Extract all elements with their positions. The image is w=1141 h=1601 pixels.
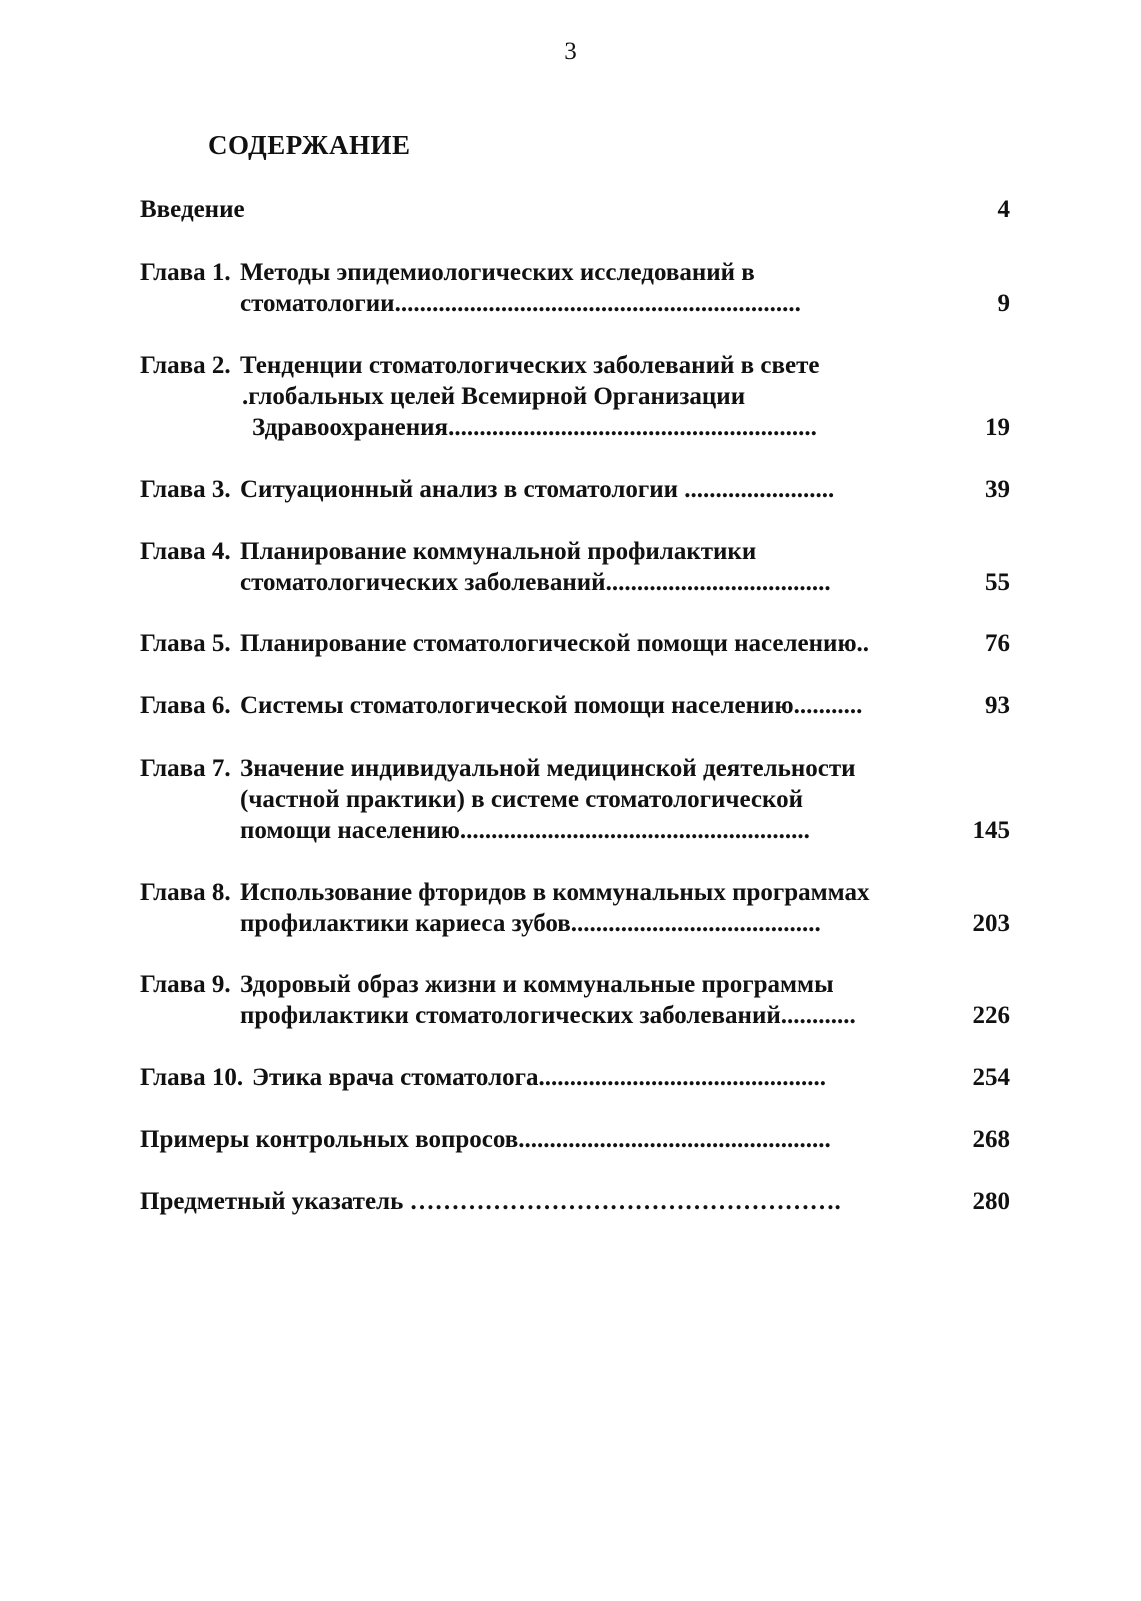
toc-entry-title-line: (частной практики) в системе стоматологической <box>240 786 804 813</box>
toc-entry-chapter: Глава 1. <box>140 259 231 286</box>
toc-entry-page: 4 <box>997 196 1010 223</box>
toc-entry-title-line: профилактики кариеса зубов........................................ <box>240 910 821 937</box>
toc-entry <box>140 969 1010 1031</box>
toc-entry-title-line: .глобальных целей Всемирной Организации <box>242 383 746 410</box>
toc-entry-title-line: Этика врача стоматолога.............................................. <box>252 1064 826 1091</box>
toc-entry-title-line: помощи населению........................................................ <box>240 817 810 844</box>
toc-entry-chapter: Глава 3. <box>140 476 231 503</box>
toc-title: СОДЕРЖАНИЕ <box>208 130 411 160</box>
page-number: 3 <box>564 38 577 65</box>
toc-entry-page: 76 <box>985 630 1010 657</box>
toc-entry-title-line: Предметный указатель ……………………………………………. <box>140 1188 841 1215</box>
toc-entry <box>140 1186 1010 1217</box>
toc-entry-chapter: Глава 2. <box>140 352 231 379</box>
toc-entry-chapter: Глава 7. <box>140 755 231 782</box>
toc-entry <box>140 877 1010 939</box>
toc-entry <box>140 628 1010 659</box>
toc-entry-page: 268 <box>972 1126 1010 1153</box>
toc-entry-page: 226 <box>972 1002 1010 1029</box>
toc-entry <box>140 753 1010 846</box>
toc-entry-title-line: Примеры контрольных вопросов.................................................. <box>140 1126 831 1153</box>
toc-entry-title-line: Планирование стоматологической помощи населению.. <box>240 630 870 657</box>
toc-entry <box>140 536 1010 598</box>
toc-entry-title-line: Системы стоматологической помощи населению........... <box>240 692 863 719</box>
toc-entry-chapter: Глава 9. <box>140 971 231 998</box>
toc-entry-title-line: Здоровый образ жизни и коммунальные программы <box>240 971 834 998</box>
toc-entry-page: 19 <box>985 414 1010 441</box>
toc-entry-title-line: Значение индивидуальной медицинской деятельности <box>240 755 856 782</box>
toc-entry <box>140 1124 1010 1155</box>
toc-entry-chapter: Глава 5. <box>140 630 231 657</box>
toc-entry-page: 39 <box>985 476 1010 503</box>
toc-entry <box>140 350 1010 443</box>
toc-entry <box>140 1062 1010 1093</box>
toc-entry-chapter: Глава 6. <box>140 692 231 719</box>
toc-entry-chapter: Глава 8. <box>140 879 231 906</box>
toc-entry-page: 9 <box>997 290 1010 317</box>
toc-entry-page: 55 <box>985 569 1010 596</box>
toc-entry-title-line: Ситуационный анализ в стоматологии ........................ <box>240 476 835 503</box>
toc-entry-title-line: стоматологических заболеваний.................................... <box>240 569 831 596</box>
toc-entry <box>140 690 1010 721</box>
toc-entry-page: 203 <box>972 910 1010 937</box>
toc-entry <box>140 194 1010 225</box>
toc-entry-title-line: Планирование коммунальной профилактики <box>240 538 757 565</box>
toc-entry-page: 280 <box>972 1188 1010 1215</box>
toc-entry-page: 254 <box>972 1064 1010 1091</box>
toc-entry <box>140 474 1010 505</box>
toc-entry-title-line: Тенденции стоматологических заболеваний в свете <box>240 352 820 379</box>
toc-entry-title-line: Введение <box>140 196 245 223</box>
toc-entry-page: 145 <box>972 817 1010 844</box>
toc-entry-page: 93 <box>985 692 1010 719</box>
toc-entry-title-line: Методы эпидемиологических исследований в <box>240 259 755 286</box>
toc-entry-title-line: Здравоохранения........................................................... <box>252 414 817 441</box>
toc-entry-chapter: Глава 10. <box>140 1064 244 1091</box>
toc-entry <box>140 257 1010 319</box>
toc-entry-title-line: Использование фторидов в коммунальных программах <box>240 879 870 906</box>
toc-entry-title-line: профилактики стоматологических заболеваний............ <box>240 1002 856 1029</box>
toc-entry-chapter: Глава 4. <box>140 538 231 565</box>
toc-entry-title-line: стоматологии................................................................. <box>240 290 801 317</box>
